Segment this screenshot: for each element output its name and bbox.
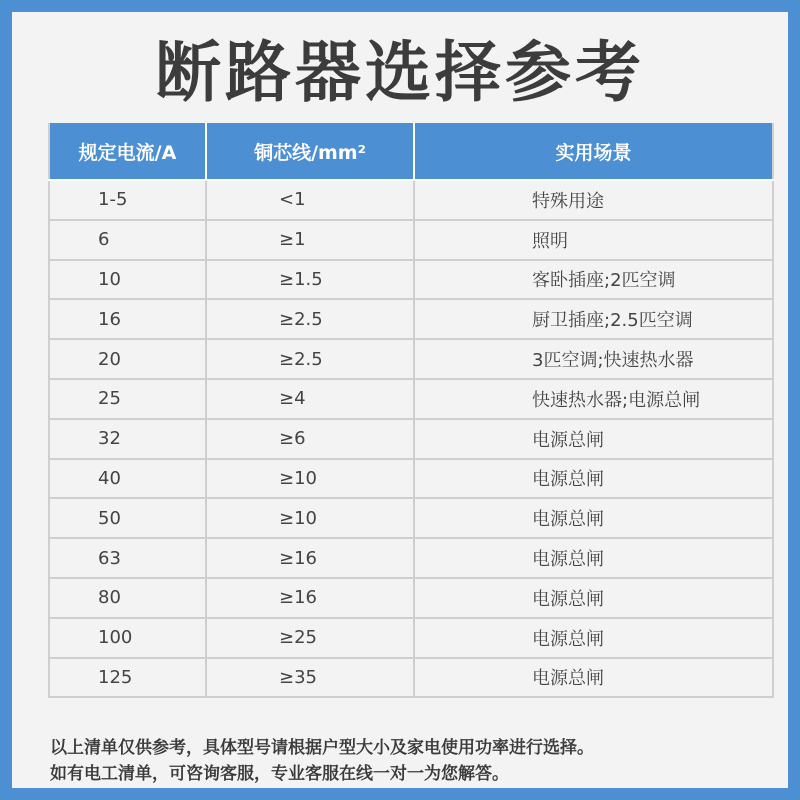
table-row: [49, 180, 773, 220]
table-row: [49, 658, 773, 698]
cell-copper-wire: ≥16: [206, 538, 414, 578]
table-row: [49, 299, 773, 339]
cell-rated-current: 16: [49, 299, 206, 339]
table-row: [49, 260, 773, 300]
table-row: [49, 498, 773, 538]
cell-usage-scenario: 电源总闸: [414, 538, 773, 578]
cell-copper-wire: ≥10: [206, 498, 414, 538]
cell-usage-scenario: 照明: [414, 220, 773, 260]
table-row: [49, 419, 773, 459]
cell-rated-current: 40: [49, 459, 206, 499]
note-reference: 以上清单仅供参考，具体型号请根据户型大小及家电使用功率进行选择。: [50, 738, 594, 758]
cell-copper-wire: ≥2.5: [206, 299, 414, 339]
cell-usage-scenario: 3匹空调;快速热水器: [414, 339, 773, 379]
cell-usage-scenario: 厨卫插座;2.5匹空调: [414, 299, 773, 339]
cell-usage-scenario: 客卧插座;2匹空调: [414, 260, 773, 300]
cell-copper-wire: <1: [206, 180, 414, 220]
cell-rated-current: 25: [49, 379, 206, 419]
header-rated-current: 规定电流/A: [49, 123, 206, 180]
cell-copper-wire: ≥1: [206, 220, 414, 260]
cell-copper-wire: ≥35: [206, 658, 414, 698]
cell-copper-wire: ≥6: [206, 419, 414, 459]
table-row: [49, 538, 773, 578]
header-usage-scenario: 实用场景: [414, 123, 773, 180]
cell-rated-current: 100: [49, 618, 206, 658]
cell-copper-wire: ≥4: [206, 379, 414, 419]
header-copper-wire: 铜芯线/mm²: [206, 123, 414, 180]
table-row: [49, 459, 773, 499]
cell-copper-wire: ≥16: [206, 578, 414, 618]
cell-usage-scenario: 电源总闸: [414, 578, 773, 618]
cell-rated-current: 125: [49, 658, 206, 698]
cell-rated-current: 50: [49, 498, 206, 538]
cell-copper-wire: ≥25: [206, 618, 414, 658]
cell-usage-scenario: 电源总闸: [414, 618, 773, 658]
cell-rated-current: 10: [49, 260, 206, 300]
table-row: [49, 339, 773, 379]
cell-copper-wire: ≥1.5: [206, 260, 414, 300]
cell-usage-scenario: 电源总闸: [414, 498, 773, 538]
cell-rated-current: 6: [49, 220, 206, 260]
cell-copper-wire: ≥10: [206, 459, 414, 499]
cell-usage-scenario: 电源总闸: [414, 459, 773, 499]
cell-usage-scenario: 电源总闸: [414, 658, 773, 698]
table-row: [49, 578, 773, 618]
cell-usage-scenario: 快速热水器;电源总闸: [414, 379, 773, 419]
breaker-reference-table: [48, 123, 774, 698]
table-row: [49, 379, 773, 419]
table-row: [49, 618, 773, 658]
cell-usage-scenario: 电源总闸: [414, 419, 773, 459]
table-row: [49, 220, 773, 260]
note-contact: 如有电工清单，可咨询客服，专业客服在线一对一为您解答。: [50, 764, 509, 784]
cell-rated-current: 80: [49, 578, 206, 618]
page-title: 断路器选择参考: [155, 34, 645, 111]
cell-copper-wire: ≥2.5: [206, 339, 414, 379]
cell-rated-current: 32: [49, 419, 206, 459]
cell-rated-current: 20: [49, 339, 206, 379]
cell-rated-current: 1-5: [49, 180, 206, 220]
cell-rated-current: 63: [49, 538, 206, 578]
cell-usage-scenario: 特殊用途: [414, 180, 773, 220]
table-header-row: [49, 123, 773, 180]
